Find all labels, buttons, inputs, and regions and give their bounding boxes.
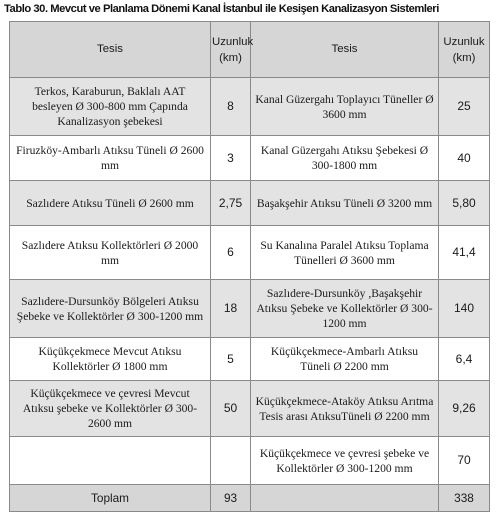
left-length-cell bbox=[211, 437, 251, 485]
left-tesis-cell: Sazlıdere Atıksu Tüneli Ø 2600 mm bbox=[10, 181, 211, 226]
right-tesis-cell: Küçükçekmece-Ataköy Atıksu Arıtma Tesis arası AtıksuTüneli Ø 2200 mm bbox=[251, 381, 439, 437]
right-total-label bbox=[251, 485, 439, 512]
right-length-cell: 140 bbox=[439, 280, 490, 338]
right-tesis-cell: Kanal Güzergahı Atıksu Şebekesi Ø 300-1800 mm bbox=[251, 136, 439, 181]
left-tesis-cell: Küçükçekmece Mevcut Atıksu Kollektörler Ø 1800 mm bbox=[10, 338, 211, 381]
right-total-value: 338 bbox=[439, 485, 490, 512]
header-length-right: Uzunluk (km) bbox=[439, 22, 490, 78]
table-row bbox=[10, 78, 490, 136]
right-tesis-cell: Su Kanalına Paralel Atıksu Toplama Tünelleri Ø 3600 mm bbox=[251, 226, 439, 280]
table-row bbox=[10, 181, 490, 226]
left-tesis-cell: Küçükçekmece ve çevresi Mevcut Atıksu şebeke ve Kollektörler Ø 300-2600 mm bbox=[10, 381, 211, 437]
table-row bbox=[10, 280, 490, 338]
left-length-cell: 5 bbox=[211, 338, 251, 381]
table-row bbox=[10, 226, 490, 280]
right-length-cell: 9,26 bbox=[439, 381, 490, 437]
right-length-cell: 25 bbox=[439, 78, 490, 136]
left-tesis-cell bbox=[10, 437, 211, 485]
left-length-cell: 2,75 bbox=[211, 181, 251, 226]
left-total-value: 93 bbox=[211, 485, 251, 512]
table-row bbox=[10, 136, 490, 181]
header-tesis-right: Tesis bbox=[251, 22, 439, 78]
left-tesis-cell: Terkos, Karaburun, Baklalı AAT besleyen Ø 300-800 mm Çapında Kanalizasyon şebekesi bbox=[10, 78, 211, 136]
table-row bbox=[10, 437, 490, 485]
header-row bbox=[10, 22, 490, 78]
left-length-cell: 50 bbox=[211, 381, 251, 437]
left-length-cell: 18 bbox=[211, 280, 251, 338]
right-tesis-cell: Başakşehir Atıksu Tüneli Ø 3200 mm bbox=[251, 181, 439, 226]
left-length-cell: 8 bbox=[211, 78, 251, 136]
table-row bbox=[10, 381, 490, 437]
right-tesis-cell: Küçükçekmece ve çevresi şebeke ve Kollektörler Ø 300-1200 mm bbox=[251, 437, 439, 485]
left-tesis-cell: Firuzköy-Ambarlı Atıksu Tüneli Ø 2600 mm bbox=[10, 136, 211, 181]
total-row bbox=[10, 485, 490, 512]
right-tesis-cell: Küçükçekmece-Ambarlı Atıksu Tüneli Ø 2200 mm bbox=[251, 338, 439, 381]
header-tesis-left: Tesis bbox=[10, 22, 211, 78]
header-length-left: Uzunluk (km) bbox=[211, 22, 251, 78]
right-tesis-cell: Sazlıdere-Dursunköy ,Başakşehir Atıksu Şebeke ve Kollektörler Ø 300-1200 mm bbox=[251, 280, 439, 338]
left-length-cell: 6 bbox=[211, 226, 251, 280]
total-label: Toplam bbox=[10, 485, 211, 512]
right-length-cell: 5,80 bbox=[439, 181, 490, 226]
right-length-cell: 41,4 bbox=[439, 226, 490, 280]
table-row bbox=[10, 338, 490, 381]
left-length-cell: 3 bbox=[211, 136, 251, 181]
right-length-cell: 6,4 bbox=[439, 338, 490, 381]
left-tesis-cell: Sazlıdere-Dursunköy Bölgeleri Atıksu Şebeke ve Kollektörler Ø 300-1200 mm bbox=[10, 280, 211, 338]
sewer-systems-table bbox=[9, 21, 490, 512]
table-caption: Tablo 30. Mevcut ve Planlama Dönemi Kanal İstanbul ile Kesişen Kanalizasyon Sistemleri bbox=[4, 3, 439, 15]
left-tesis-cell: Sazlıdere Atıksu Kollektörleri Ø 2000 mm bbox=[10, 226, 211, 280]
right-tesis-cell: Kanal Güzergahı Toplayıcı Tüneller Ø 3600 mm bbox=[251, 78, 439, 136]
right-length-cell: 40 bbox=[439, 136, 490, 181]
right-length-cell: 70 bbox=[439, 437, 490, 485]
